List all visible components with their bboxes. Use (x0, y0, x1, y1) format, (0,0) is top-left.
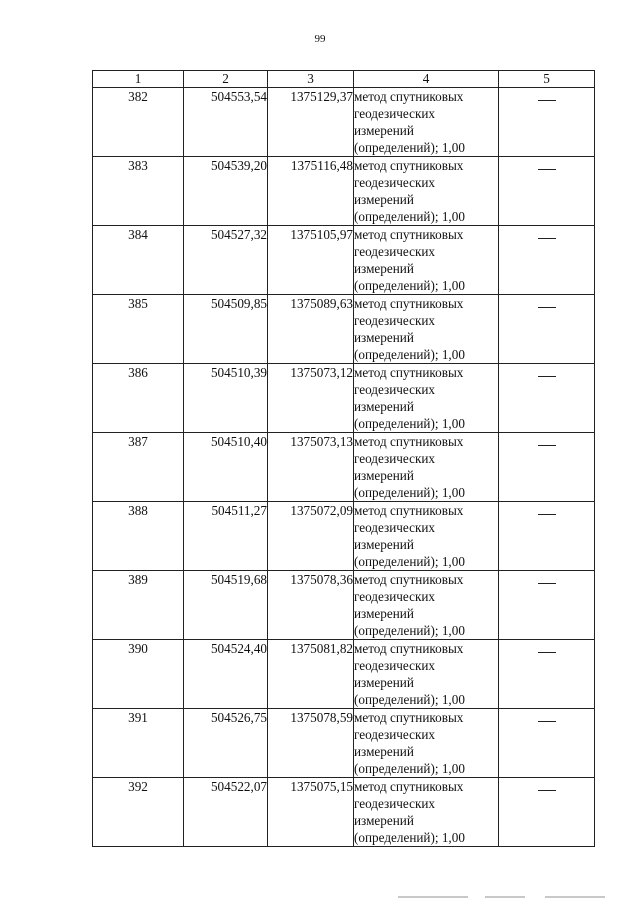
method-line: измерений (354, 123, 414, 138)
method-cell (354, 433, 499, 502)
method-line: измерений (354, 261, 414, 276)
method-line: измерений (354, 399, 414, 414)
header-col-5: 5 (499, 71, 595, 88)
method-line: геодезических (354, 382, 436, 397)
method-cell (354, 157, 499, 226)
method-cell (354, 502, 499, 571)
method-line: (определений); 1,00 (354, 278, 465, 293)
method-line: геодезических (354, 589, 436, 604)
method-line: измерений (354, 330, 414, 345)
y-coordinate-cell: 1375073,13 (268, 433, 354, 502)
method-line: геодезических (354, 727, 436, 742)
point-number-cell: 386 (93, 364, 184, 433)
method-cell (354, 88, 499, 157)
table-row (93, 157, 595, 226)
method-line: (определений); 1,00 (354, 209, 465, 224)
note-cell (499, 502, 595, 571)
method-line: метод спутниковых (354, 434, 464, 449)
dash-mark (538, 514, 556, 515)
method-line: геодезических (354, 451, 436, 466)
method-line: измерений (354, 675, 414, 690)
method-line: измерений (354, 744, 414, 759)
dash-mark (538, 307, 556, 308)
method-line: геодезических (354, 658, 436, 673)
method-line: измерений (354, 192, 414, 207)
method-line: измерений (354, 813, 414, 828)
x-coordinate-cell: 504527,32 (184, 226, 268, 295)
method-line: (определений); 1,00 (354, 485, 465, 500)
method-line: (определений); 1,00 (354, 140, 465, 155)
note-cell (499, 778, 595, 847)
point-number-cell: 390 (93, 640, 184, 709)
method-line: метод спутниковых (354, 641, 464, 656)
note-cell (499, 709, 595, 778)
method-line: метод спутниковых (354, 779, 464, 794)
point-number-cell: 382 (93, 88, 184, 157)
header-col-1: 1 (93, 71, 184, 88)
scan-artifact (398, 896, 468, 898)
x-coordinate-cell: 504524,40 (184, 640, 268, 709)
point-number-cell: 384 (93, 226, 184, 295)
note-cell (499, 157, 595, 226)
method-line: метод спутниковых (354, 572, 464, 587)
note-cell (499, 571, 595, 640)
method-line: геодезических (354, 244, 436, 259)
method-cell (354, 364, 499, 433)
method-line: геодезических (354, 175, 436, 190)
method-cell (354, 778, 499, 847)
table-header-row (93, 71, 595, 88)
note-cell (499, 640, 595, 709)
table-row (93, 502, 595, 571)
y-coordinate-cell: 1375075,15 (268, 778, 354, 847)
method-line: измерений (354, 468, 414, 483)
point-number-cell: 392 (93, 778, 184, 847)
method-cell (354, 709, 499, 778)
table-row (93, 364, 595, 433)
method-line: (определений); 1,00 (354, 761, 465, 776)
method-line: (определений); 1,00 (354, 692, 465, 707)
scan-artifact (545, 896, 605, 898)
point-number-cell: 387 (93, 433, 184, 502)
dash-mark (538, 652, 556, 653)
point-number-cell: 385 (93, 295, 184, 364)
y-coordinate-cell: 1375072,09 (268, 502, 354, 571)
y-coordinate-cell: 1375089,63 (268, 295, 354, 364)
x-coordinate-cell: 504522,07 (184, 778, 268, 847)
point-number-cell: 391 (93, 709, 184, 778)
note-cell (499, 295, 595, 364)
x-coordinate-cell: 504509,85 (184, 295, 268, 364)
table-row (93, 778, 595, 847)
method-cell (354, 226, 499, 295)
point-number-cell: 388 (93, 502, 184, 571)
table-row (93, 433, 595, 502)
method-line: метод спутниковых (354, 710, 464, 725)
method-line: измерений (354, 606, 414, 621)
method-line: (определений); 1,00 (354, 554, 465, 569)
x-coordinate-cell: 504510,40 (184, 433, 268, 502)
scan-artifact (485, 896, 525, 898)
note-cell (499, 433, 595, 502)
method-line: метод спутниковых (354, 89, 464, 104)
x-coordinate-cell: 504553,54 (184, 88, 268, 157)
table-row (93, 88, 595, 157)
header-col-2: 2 (184, 71, 268, 88)
dash-mark (538, 721, 556, 722)
method-line: (определений); 1,00 (354, 623, 465, 638)
y-coordinate-cell: 1375081,82 (268, 640, 354, 709)
method-line: геодезических (354, 796, 436, 811)
note-cell (499, 88, 595, 157)
dash-mark (538, 169, 556, 170)
y-coordinate-cell: 1375105,97 (268, 226, 354, 295)
point-number-cell: 389 (93, 571, 184, 640)
dash-mark (538, 790, 556, 791)
method-line: (определений); 1,00 (354, 830, 465, 845)
method-line: метод спутниковых (354, 296, 464, 311)
dash-mark (538, 238, 556, 239)
header-col-4: 4 (354, 71, 499, 88)
x-coordinate-cell: 504511,27 (184, 502, 268, 571)
method-line: метод спутниковых (354, 227, 464, 242)
y-coordinate-cell: 1375129,37 (268, 88, 354, 157)
x-coordinate-cell: 504539,20 (184, 157, 268, 226)
y-coordinate-cell: 1375078,59 (268, 709, 354, 778)
method-line: геодезических (354, 520, 436, 535)
method-line: метод спутниковых (354, 158, 464, 173)
method-line: метод спутниковых (354, 503, 464, 518)
dash-mark (538, 376, 556, 377)
header-col-3: 3 (268, 71, 354, 88)
method-line: измерений (354, 537, 414, 552)
method-line: (определений); 1,00 (354, 416, 465, 431)
note-cell (499, 364, 595, 433)
table-row (93, 640, 595, 709)
table-row (93, 226, 595, 295)
y-coordinate-cell: 1375073,12 (268, 364, 354, 433)
y-coordinate-cell: 1375078,36 (268, 571, 354, 640)
method-cell (354, 640, 499, 709)
method-line: геодезических (354, 106, 436, 121)
method-cell (354, 571, 499, 640)
x-coordinate-cell: 504526,75 (184, 709, 268, 778)
dash-mark (538, 583, 556, 584)
table-row (93, 571, 595, 640)
dash-mark (538, 100, 556, 101)
point-number-cell: 383 (93, 157, 184, 226)
method-line: геодезических (354, 313, 436, 328)
note-cell (499, 226, 595, 295)
y-coordinate-cell: 1375116,48 (268, 157, 354, 226)
x-coordinate-cell: 504510,39 (184, 364, 268, 433)
method-line: (определений); 1,00 (354, 347, 465, 362)
dash-mark (538, 445, 556, 446)
x-coordinate-cell: 504519,68 (184, 571, 268, 640)
coordinates-table (92, 70, 595, 847)
table-row (93, 709, 595, 778)
method-cell (354, 295, 499, 364)
page-number: 99 (314, 33, 326, 45)
table-body (93, 88, 595, 847)
table-row (93, 295, 595, 364)
method-line: метод спутниковых (354, 365, 464, 380)
